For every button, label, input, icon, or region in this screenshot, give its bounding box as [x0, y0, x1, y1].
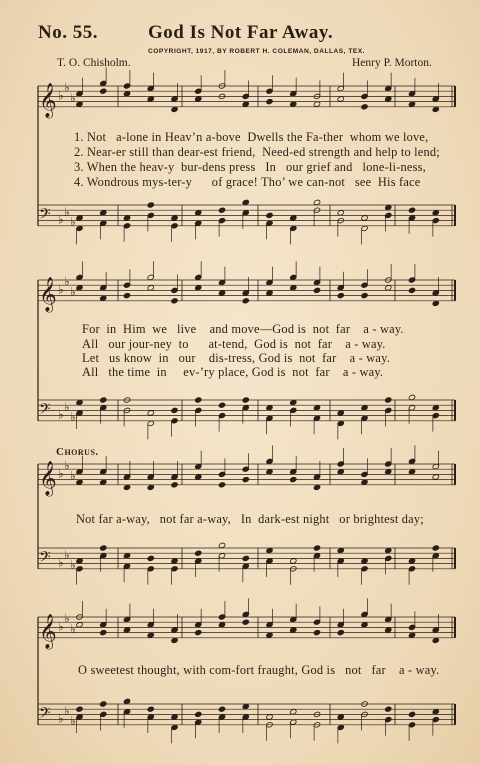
verse-4-line-1: 4. Wondrous mys-ter-y of grace! Tho’ we can-not see His face [74, 175, 421, 189]
svg-text:♭: ♭ [70, 558, 76, 573]
svg-text:♭: ♭ [58, 711, 64, 726]
svg-text:♭: ♭ [70, 622, 76, 636]
svg-text:♭: ♭ [64, 703, 70, 718]
chorus-line-1: Not far a-way, not far a-way, In dark-est night or brightest day; [76, 512, 424, 526]
svg-text:♭: ♭ [70, 285, 76, 299]
svg-text:♭: ♭ [70, 410, 76, 425]
verse-2-line-2: All our jour-ney to at-tend, God is not far a - way. [82, 337, 386, 351]
svg-text:𝄢: 𝄢 [39, 400, 51, 422]
verse-2-line-1: 2. Near-er still than dear-est friend, Need-ed strength and help to lend; [74, 145, 440, 159]
composer-name: Henry P. Morton. [352, 57, 432, 69]
chorus-line-2: O sweetest thought, with com-fort fraught, God is not far a - way. [78, 663, 440, 677]
svg-text:♭: ♭ [58, 619, 64, 634]
svg-text:♭: ♭ [64, 204, 70, 219]
verse-1-line-2: For in Him we live and move—God is not far a - way. [82, 322, 404, 336]
svg-text:𝄢: 𝄢 [39, 548, 51, 570]
copyright-notice: COPYRIGHT, 1917, BY ROBERT H. COLEMAN, DALLAS, TEX. [148, 48, 365, 55]
svg-text:♭: ♭ [58, 212, 64, 227]
verse-4-line-2: All the time in ev-’ry place, God is not far a - way. [82, 365, 384, 379]
svg-text:♭: ♭ [70, 714, 76, 729]
svg-text:♭: ♭ [64, 399, 70, 414]
verse-3-line-1: 3. When the heav-y bur-dens press In our grief and lone-li-ness, [74, 160, 426, 174]
svg-text:♭: ♭ [58, 555, 64, 570]
svg-text:𝄞: 𝄞 [39, 82, 57, 118]
svg-text:♭: ♭ [58, 466, 64, 481]
svg-text:𝄞: 𝄞 [39, 613, 57, 649]
svg-text:♭: ♭ [70, 91, 76, 105]
svg-text:♭: ♭ [70, 215, 76, 230]
svg-text:♭: ♭ [58, 282, 64, 297]
verse-3-line-2: Let us know in our dis-tress, God is not far a - way. [82, 351, 391, 365]
lyricist-name: T. O. Chisholm. [57, 57, 131, 69]
svg-text:♭: ♭ [64, 80, 70, 95]
svg-text:𝄞: 𝄞 [39, 276, 57, 312]
svg-text:♭: ♭ [58, 88, 64, 103]
chorus-label: Chorus. [56, 446, 99, 458]
svg-text:♭: ♭ [64, 547, 70, 562]
svg-text:𝄞: 𝄞 [39, 460, 57, 496]
svg-text:♭: ♭ [64, 611, 70, 626]
verse-1-line-1: 1. Not a-lone in Heav’n a-bove Dwells the Fa-ther whom we love, [74, 130, 429, 144]
svg-text:𝄢: 𝄢 [39, 704, 51, 726]
hymn-number: No. 55. [38, 22, 98, 43]
svg-text:𝄢: 𝄢 [39, 205, 51, 227]
svg-text:♭: ♭ [58, 407, 64, 422]
hymn-title: God Is Not Far Away. [148, 22, 334, 43]
svg-text:♭: ♭ [64, 458, 70, 473]
svg-text:♭: ♭ [70, 469, 76, 483]
svg-text:♭: ♭ [64, 274, 70, 289]
